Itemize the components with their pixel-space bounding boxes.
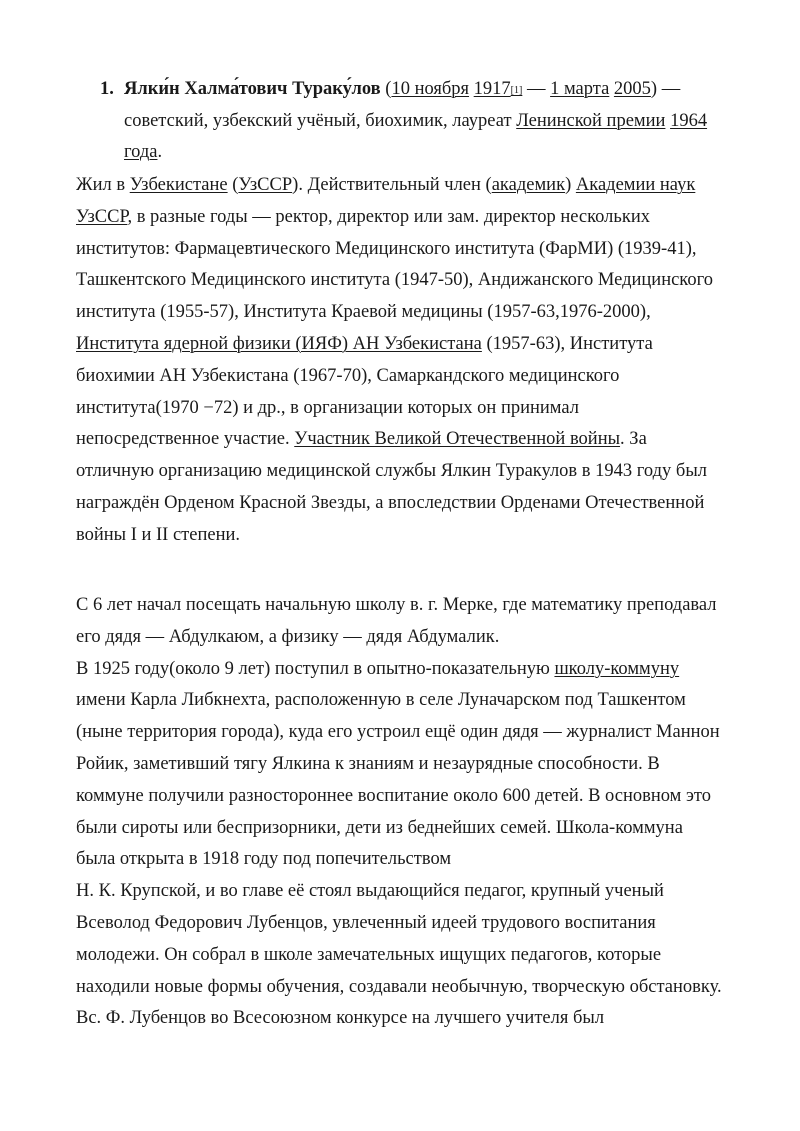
- text-segment: .: [157, 142, 163, 162]
- text-segment: . За отличную организацию медицинской службы Ялкин Туракулов в 1943 году был награждён Орденом Красной Звезды, а впоследствии Орденами Отечественной войны I и II степени.: [76, 429, 707, 545]
- link-academician[interactable]: академик: [491, 175, 566, 195]
- link-lenin-prize[interactable]: Ленинской премии: [516, 110, 666, 131]
- text-segment: (1957-63), Института биохимии АН Узбекистана (1967-70), Самаркандского медицинского института(1970 −72) и др., в организации которых он принимал непосредственное участие.: [76, 333, 653, 450]
- text-segment: ) — советский, узбекский учёный, биохимик, лауреат: [124, 79, 681, 131]
- text-segment: ): [565, 175, 576, 195]
- link-nuclear-physics-institute[interactable]: Института ядерной физики (ИЯФ) АН Узбекистана: [76, 333, 482, 354]
- link-death-year[interactable]: 2005: [613, 79, 651, 99]
- text-segment: имени Карла Либкнехта, расположенную в селе Луначарском под Ташкентом (ныне территория города), куда его устроил ещё один дядя — журналист Маннон Ройик, заметивший тягу Ялкина к знаниям и незаурядные способности. В коммуне получили разностороннее воспитание около 600 детей. В основном это были сироты или беспризорники, дети из беднейших семей. Школа-коммуна была открыта в 1918 году под попечительством: [76, 690, 720, 870]
- paragraph-school-commune: [76, 654, 726, 877]
- link-prize-year[interactable]: 1964 года: [124, 110, 708, 162]
- link-school-commune[interactable]: школу-коммуну: [554, 658, 680, 679]
- link-academy-of-sciences[interactable]: Академии наук УзССР: [76, 175, 696, 227]
- link-uzbekistan[interactable]: Узбекистане: [129, 175, 228, 195]
- footnote-ref-link[interactable]: [1]: [510, 85, 523, 96]
- text-segment: В 1925 году(около 9 лет) поступил в опытно-показательную: [76, 658, 555, 679]
- link-birth-year[interactable]: 1917: [473, 79, 511, 99]
- list-item-heading: [100, 74, 720, 169]
- link-uzssr[interactable]: УзССР: [238, 175, 293, 195]
- link-death-date[interactable]: 1 марта: [550, 79, 610, 99]
- text-segment: (: [227, 175, 239, 195]
- link-birth-date[interactable]: 10 ноября: [391, 79, 470, 99]
- paragraph-krupskaya: Н. К. Крупской, и во главе её стоял выдающийся педагог, крупный ученый Всеволод Федорович Лубенцов, увлеченный идеей трудового воспитания молодежи. Он собрал в школе замечательных ищущих педагогов, которые находили новые формы обучения, создавали необычную, творческую обстановку. Вс. Ф. Лубенцов во Всесоюзном конкурсе на лучшего учителя был: [76, 881, 722, 1029]
- text-segment: —: [522, 79, 551, 99]
- paragraph-line: С 6 лет начал посещать начальную школу в. г. Мерке, где математику преподавал его дядя — Абдулкаюм, а физику — дядя Абдумалик.: [76, 595, 717, 647]
- paragraph-biography: [76, 170, 726, 552]
- paragraph-childhood: [76, 590, 726, 1035]
- text-segment: ). Действительный член (: [292, 175, 492, 195]
- heading-text: [124, 74, 720, 169]
- text-segment: (: [380, 79, 392, 99]
- text-segment: Жил в: [76, 175, 130, 195]
- text-segment: , в разные годы — ректор, директор или зам. директор нескольких институтов: Фармацевтического Медицинского института (ФарМИ) (1939-41), Ташкентского Медицинского института (1947-50), Андижанского Медицинского института (1955-57), Института Краевой медицины (1957-63,1976-2000),: [76, 206, 713, 323]
- list-number: 1.: [100, 79, 114, 99]
- link-ww2-participant[interactable]: Участник Великой Отечественной войны: [294, 429, 621, 450]
- person-name: Ялки́н Халма́тович Турaку́лов: [124, 79, 381, 99]
